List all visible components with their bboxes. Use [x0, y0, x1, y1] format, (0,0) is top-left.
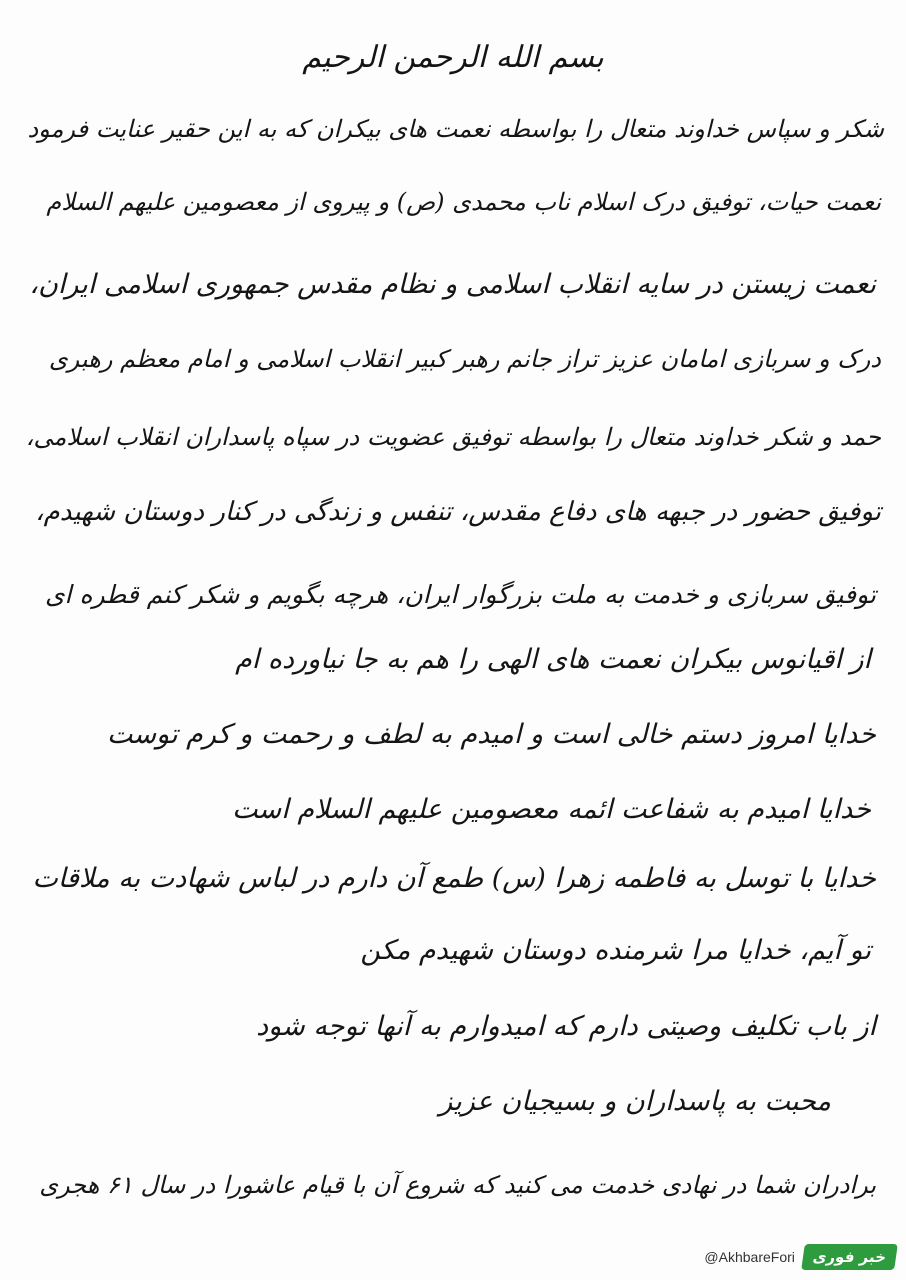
letter-line: خدایا امروز دستم خالی است و امیدم به لطف و رحمت و کرم توست	[106, 719, 876, 750]
watermark-handle: @AkhbareFori	[704, 1249, 795, 1265]
letter-line: شکر و سپاس خداوند متعال را بواسطه نعمت های بیکران که به این حقیر عنایت فرمود	[27, 115, 884, 143]
letter-heading: بسم الله الرحمن الرحیم	[302, 40, 604, 75]
letter-line: نعمت حیات، توفیق درک اسلام ناب محمدی (ص) و پیروی از معصومین علیهم السلام	[46, 188, 881, 216]
letter-line: خدایا با توسل به فاطمه زهرا (س) طمع آن دارم در لباس شهادت به ملاقات	[32, 863, 876, 894]
letter-line: برادران شما در نهادی خدمت می کنید که شروع آن با قیام عاشورا در سال ۶۱ هجری	[39, 1171, 876, 1199]
watermark-logo: خبر فوری	[801, 1244, 898, 1270]
letter-line: خدایا امیدم به شفاعت ائمه معصومین علیهم السلام است	[232, 794, 871, 825]
watermark	[704, 1244, 896, 1270]
letter-line: درک و سربازی امامان عزیز تراز جانم رهبر کبیر انقلاب اسلامی و امام معظم رهبری	[48, 345, 881, 373]
letter-line: توفیق حضور در جبهه های دفاع مقدس، تنفس و زندگی در کنار دوستان شهیدم،	[35, 497, 881, 527]
letter-line: محبت به پاسداران و بسیجیان عزیز	[439, 1086, 831, 1117]
letter-line: تو آیم، خدایا مرا شرمنده دوستان شهیدم مکن	[360, 935, 871, 966]
letter-line: حمد و شکر خداوند متعال را بواسطه توفیق عضویت در سپاه پاسداران انقلاب اسلامی،	[25, 423, 881, 451]
letter-line: توفیق سربازی و خدمت به ملت بزرگوار ایران، هرچه بگویم و شکر کنم قطره ای	[44, 580, 876, 609]
letter-line: نعمت زیستن در سایه انقلاب اسلامی و نظام مقدس جمهوری اسلامی ایران،	[29, 269, 876, 300]
letter-line: از باب تکلیف وصیتی دارم که امیدوارم به آنها توجه شود	[256, 1011, 876, 1042]
letter-line: از اقیانوس بیکران نعمت های الهی را هم به جا نیاورده ام	[235, 644, 871, 675]
